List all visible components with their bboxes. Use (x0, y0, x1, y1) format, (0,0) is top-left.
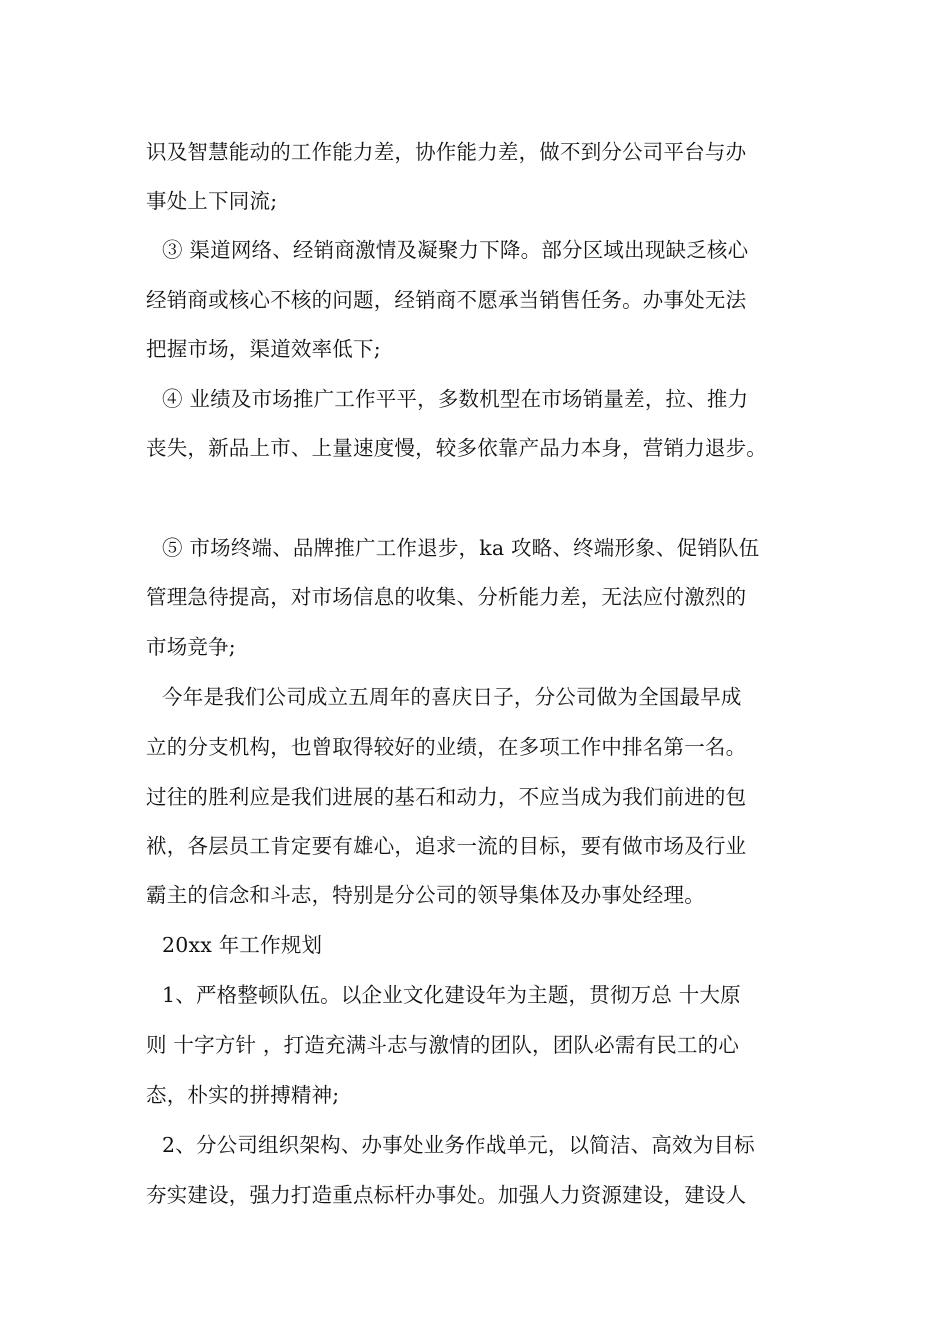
list-item-3: ③ 渠道网络、经销商激情及凝聚力下降。部分区域出现缺乏核心 (162, 238, 749, 262)
list-item-1: 1、严格整顿队伍。以企业文化建设年为主题，贯彻万总 十大原 (162, 983, 741, 1007)
section-heading: 20xx 年工作规划 (162, 933, 323, 957)
paragraph-start: 今年是我们公司成立五周年的喜庆日子，分公司做为全国最早成 (162, 685, 742, 709)
text-line: 管理急待提高，对市场信息的收集、分析能力差，无法应付激烈的 (146, 585, 747, 609)
list-item-5: ⑤ 市场终端、品牌推广工作退步，ka 攻略、终端形象、促销队伍 (162, 536, 760, 560)
text-line: 态，朴实的拼搏精神; (146, 1083, 340, 1107)
text-line: 立的分支机构，也曾取得较好的业绩，在多项工作中排名第一名。 (146, 735, 747, 759)
text-line: 事处上下同流; (146, 189, 278, 213)
text-line: 识及智慧能动的工作能力差，协作能力差，做不到分公司平台与办 (146, 140, 747, 164)
text-line: 丧失，新品上市、上量速度慢，较多依靠产品力本身，营销力退步。 (146, 436, 767, 460)
text-line: 袱，各层员工肯定要有雄心，追求一流的目标，要有做市场及行业 (146, 834, 747, 858)
text-line: 过往的胜利应是我们进展的基石和动力，不应当成为我们前进的包 (146, 785, 747, 809)
list-item-4: ④ 业绩及市场推广工作平平，多数机型在市场销量差，拉、推力 (162, 387, 749, 411)
list-item-2: 2、分公司组织架构、办事处业务作战单元，以简洁、高效为目标 (162, 1133, 755, 1157)
text-line: 霸主的信念和斗志，特别是分公司的领导集体及办事处经理。 (146, 883, 705, 907)
text-line: 经销商或核心不核的问题，经销商不愿承当销售任务。办事处无法 (146, 288, 747, 312)
text-line: 则 十字方针 ，打造充满斗志与激情的团队，团队必需有民工的心 (146, 1033, 740, 1057)
text-line: 夯实建设，强力打造重点标杆办事处。加强人力资源建设，建设人 (146, 1183, 747, 1207)
text-line: 把握市场，渠道效率低下; (146, 337, 381, 361)
text-line: 市场竞争; (146, 635, 236, 659)
